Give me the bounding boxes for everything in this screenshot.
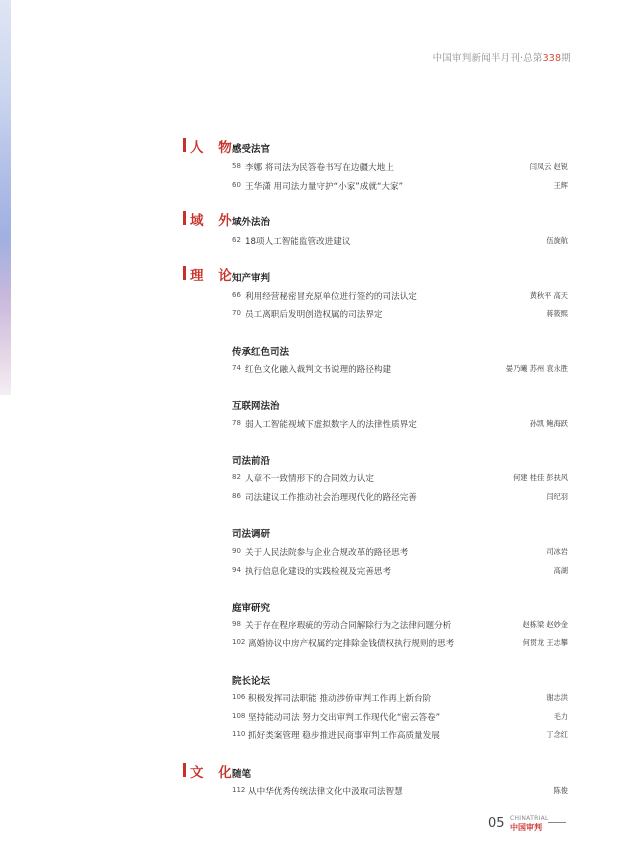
page-ref: 82 (232, 473, 241, 481)
page-ref: 70 (232, 309, 241, 317)
entry-title: 王华潇 用司法力量守护“小家”成就“大家” (245, 182, 404, 192)
subhead: 司法前沿 (232, 456, 271, 467)
toc-entry[interactable] (232, 619, 568, 631)
entry-author: 蒋筱熙 (546, 309, 568, 318)
entry-author: 闫凤云 赵锐 (529, 162, 568, 171)
toc-entry[interactable] (232, 472, 568, 484)
entry-title: 从中华优秀传统法律文化中汲取司法智慧 (248, 787, 403, 797)
entry-title: 人章不一致情形下的合同效力认定 (245, 474, 374, 484)
page-ref: 62 (232, 236, 241, 244)
entry-author: 丁念红 (546, 730, 568, 739)
entry-title: 18项人工智能监管改进建议 (245, 237, 351, 247)
toc-entry[interactable] (232, 785, 568, 797)
section-title-people: 人 物 (190, 140, 237, 156)
page-ref: 94 (232, 566, 241, 574)
entry-author: 陈俊 (553, 786, 568, 795)
page-number: 05 (488, 816, 505, 831)
entry-title: 员工离职后发明创造权属的司法界定 (245, 310, 383, 320)
toc-entry[interactable] (232, 308, 568, 320)
section-title-abroad: 域 外 (190, 213, 237, 229)
subhead: 知产审判 (232, 273, 271, 284)
entry-title: 关于人民法院参与企业合规改革的路径思考 (245, 548, 409, 558)
entry-title: 积极发挥司法职能 推动涉侨审判工作再上新台阶 (248, 694, 432, 704)
running-header (433, 50, 571, 64)
toc-entry[interactable] (232, 729, 568, 741)
toc-entry[interactable] (232, 180, 568, 192)
entry-title: 利用经营秘密冒充原单位进行签约的司法认定 (245, 292, 417, 302)
entry-title: 离婚协议中房产权属约定排除金钱债权执行规则的思考 (248, 639, 455, 649)
page-ref: 60 (232, 181, 241, 189)
toc-entry[interactable] (232, 363, 568, 375)
entry-author: 晏乃曦 苏州 袁永胜 (505, 364, 568, 373)
subhead: 司法调研 (232, 529, 271, 540)
entry-author: 王辉 (553, 181, 568, 190)
entry-title: 司法建议工作推动社会治理现代化的路径完善 (245, 493, 417, 503)
section-marker (183, 138, 186, 152)
section-title-culture: 文 化 (190, 765, 237, 781)
subhead: 庭审研究 (232, 603, 271, 614)
toc-entry[interactable] (232, 711, 568, 723)
entry-title: 抓好类案管理 稳步推进民商事审判工作高质量发展 (248, 731, 440, 741)
entry-author: 高湖 (553, 566, 568, 575)
page-ref: 98 (232, 620, 241, 628)
entry-title: 弱人工智能视域下虚拟数字人的法律性质界定 (245, 420, 417, 430)
section-marker (183, 266, 186, 280)
section-marker (183, 763, 186, 777)
subhead: 随笔 (232, 769, 252, 780)
section-marker (183, 211, 186, 225)
page-ref: 86 (232, 492, 241, 500)
subhead: 互联网法治 (232, 401, 280, 412)
page-ref: 108 (232, 712, 246, 720)
page-ref: 74 (232, 364, 241, 372)
entry-author: 谢志洪 (546, 693, 568, 702)
page-ref: 66 (232, 291, 241, 299)
entry-author: 赵栋梁 赵妙金 (522, 620, 568, 629)
entry-title: 红色文化融入裁判文书说理的路径构建 (245, 365, 392, 375)
entry-title: 关于存在程序瑕疵的劳动合同解除行为之法律问题分析 (245, 621, 452, 631)
page-ref: 110 (232, 730, 246, 738)
entry-author: 孙凯 鲍海跃 (529, 419, 568, 428)
entry-title: 执行信息化建设的实践检视及完善思考 (245, 567, 392, 577)
entry-author: 何建 桂佳 彭扶风 (513, 473, 568, 482)
entry-title: 李娜 将司法为民答卷书写在边疆大地上 (245, 163, 394, 173)
toc-entry[interactable] (232, 692, 568, 704)
header-prefix: 中国审判新闻半月刊·总第 (432, 53, 543, 64)
toc-entry[interactable] (232, 637, 568, 649)
subhead: 域外法治 (232, 217, 271, 228)
entry-author: 毛力 (553, 712, 568, 721)
page-ref: 112 (232, 786, 246, 794)
toc-entry[interactable] (232, 491, 568, 503)
toc-entry[interactable] (232, 546, 568, 558)
entry-author: 何贯龙 王志攀 (522, 638, 568, 647)
entry-author: 闫纪羽 (546, 492, 568, 501)
footer-rule (548, 822, 566, 823)
subhead: 传承红色司法 (232, 347, 290, 358)
toc-entry[interactable] (232, 565, 568, 577)
cover-image-strip (0, 0, 11, 395)
entry-author: 司冰岩 (546, 547, 568, 556)
entry-author: 黄秋平 高天 (529, 291, 568, 300)
header-issue-number: 338 (542, 53, 562, 64)
subhead: 院长论坛 (232, 676, 271, 687)
entry-author: 伍旋航 (546, 236, 568, 245)
page-ref: 78 (232, 419, 241, 427)
entry-title: 坚持能动司法 努力交出审判工作现代化“密云答卷” (248, 713, 441, 723)
toc-entry[interactable] (232, 418, 568, 430)
subhead: 感受法官 (232, 144, 271, 155)
toc-entry[interactable] (232, 290, 568, 302)
page-ref: 106 (232, 693, 246, 701)
brand-logo-cn: 中国审判 (510, 823, 542, 832)
page-ref: 102 (232, 638, 246, 646)
page-ref: 90 (232, 547, 241, 555)
toc-entry[interactable] (232, 161, 568, 173)
header-suffix: 期 (561, 53, 571, 64)
page-ref: 58 (232, 162, 241, 170)
toc-entry[interactable] (232, 235, 568, 247)
brand-logo-en: CHINATRIAL (510, 815, 549, 822)
section-title-theory: 理 论 (190, 268, 237, 284)
